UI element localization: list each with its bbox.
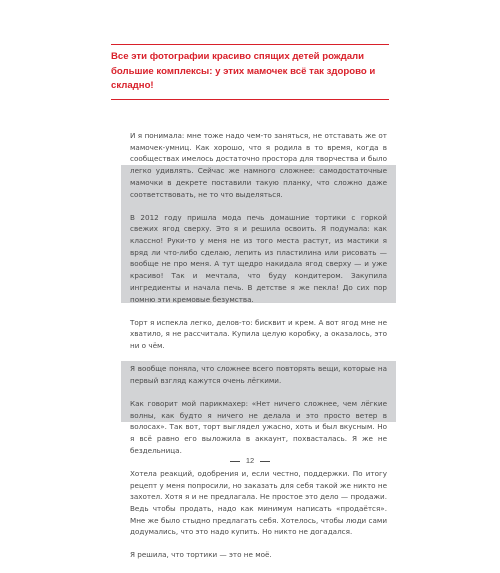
- paragraph: Я решила, что тортики — это не моё.: [130, 550, 272, 560]
- paragraph: В 2012 году пришла мода печь домашние тортики с горкой свежих ягод сверху. Это я и решила освоить. Я подумала: как классно! Руки-то у меня не из того места растут, из мастики я вряд ли что-либо сделаю, лепить из пластилина или рисовать — вообще не про меня. А тут щедро накидала ягод сверху — и уже красиво! Так и мечтала, что буду кондитером. Закупила ингредиенты и начала печь. В детстве я же пекла! До сих пор помню эти кремовые безумства.: [130, 212, 387, 304]
- paragraph: Хотела реакций, одобрения и, если честно, поддержки. По итогу рецепт у меня попросили, но заказать для себя такой же никто не захотел. Хотя я и не предлагала. Не простое это дело — продажи. Ведь чтобы продать, надо как минимум написать «продаётся». Мне же было стыдно предлагать себя. Хотелось, чтобы люди сами додумались, что это надо купить. Но никто не догадался.: [130, 468, 387, 537]
- pull-quote-text: Все эти фотографии красиво спящих детей рождали большие комплексы: у этих мамочек всё так здорово и складно!: [111, 51, 376, 92]
- paragraph: И я понимала: мне тоже надо чем-то заняться, не отставать же от мамочек-умниц. Как хорошо, что я родила в то время, когда в сообществах имелось достаточно простора для творчества и было легко удивлять. Сейчас же намного сложнее: самодостаточные мамочки в декрете поставили такую планку, что сложно даже соответствовать, не то что выделяться.: [130, 131, 387, 199]
- paragraph: Я вообще поняла, что сложнее всего повторять вещи, которые на первый взгляд кажутся очень лёгкими.: [130, 364, 387, 385]
- body-text: [130, 130, 387, 573]
- paragraph: Как говорит мой парикмахер: «Нет ничего сложнее, чем лёгкие волны, как будто я ничего не делала и это просто ветер в волосах». Так вот, торт выглядел ужасно, хоть и был вкусным. Но я всё равно его выложила в аккаунт, похвасталась. Я же не бездельница.: [130, 398, 387, 455]
- page-number: 12: [245, 456, 255, 465]
- paragraph: Торт я испекла легко, делов-то: бисквит и крем. А вот ягод мне не хватило, я не рассчитала. Купила целую коробку, а оказалось, это ни о чём.: [130, 317, 387, 351]
- pull-quote: [111, 44, 389, 100]
